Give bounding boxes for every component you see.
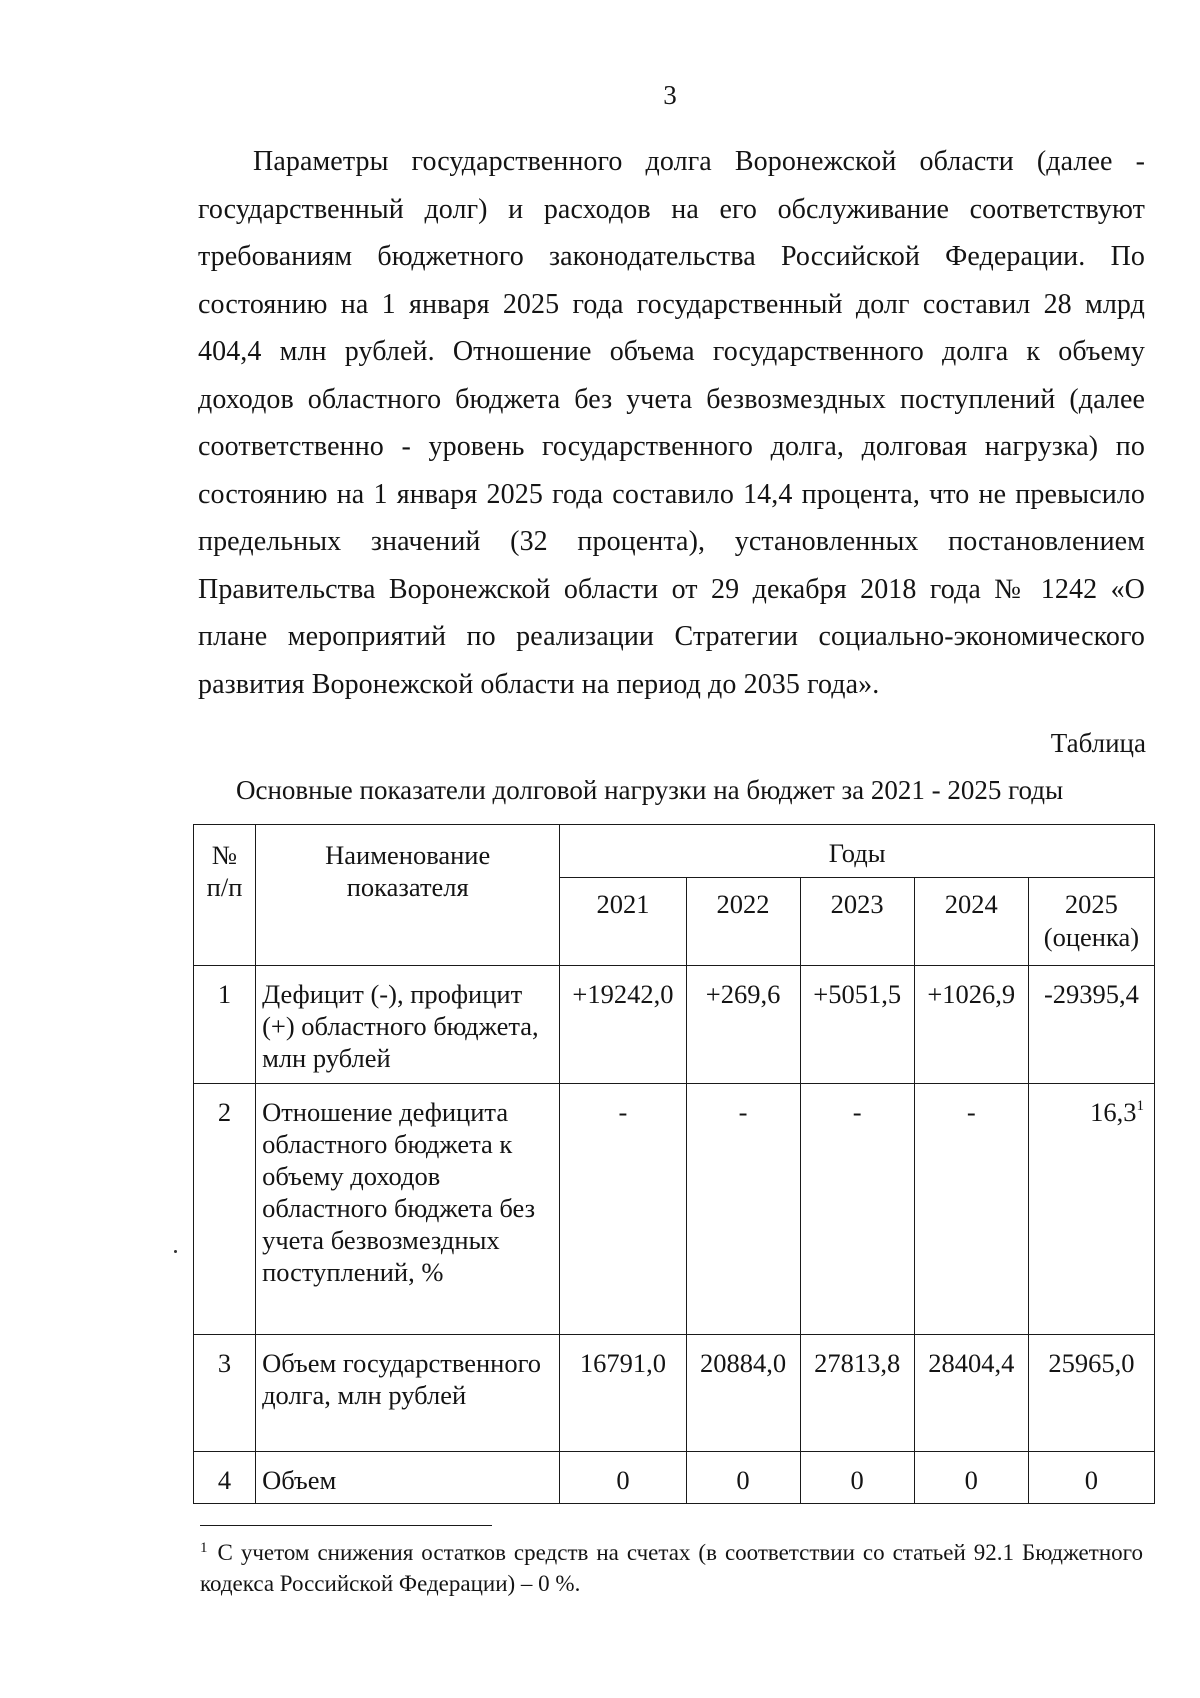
- row-value: -: [560, 1084, 686, 1335]
- row-value: [1028, 1084, 1154, 1335]
- header-number: [194, 825, 256, 966]
- row-value: +1026,9: [914, 966, 1028, 1084]
- row-value: +269,6: [686, 966, 800, 1084]
- body-paragraph: Параметры государственного долга Воронежской области (далее - государственный долг) и расходов на его обслуживание соответствуют требованиям бюджетного законодательства Российской Федерации. По состоянию на 1 января 2025 года государственный долг составил 28 млрд 404,4 млн рублей. Отношение объема государственного долга к объему доходов областного бюджета без учета безвозмездных поступлений (далее соответственно - уровень государственного долга, долговая нагрузка) по состоянию на 1 января 2025 года составило 14,4 процента, что не превысило предельных значений (32 процента), установленных постановлением Правительства Воронежской области от 29 декабря 2018 года № 1242 «О плане мероприятий по реализации Стратегии социально-экономического развития Воронежской области на период до 2035 года».: [198, 146, 1145, 700]
- header-name-label: Наименование показателя: [325, 840, 491, 902]
- row-value: 27813,8: [800, 1335, 914, 1452]
- row-value: 0: [800, 1452, 914, 1504]
- table-title: Основные показатели долговой нагрузки на бюджет за 2021 - 2025 годы: [236, 775, 1064, 805]
- footnote-mark: 1: [200, 1540, 208, 1556]
- row-value: 0: [914, 1452, 1028, 1504]
- table-row: [194, 1084, 1155, 1335]
- row-number: 4: [194, 1452, 256, 1504]
- table-row: [194, 1335, 1155, 1452]
- footnote: [200, 1537, 1143, 1599]
- row-value: 25965,0: [1028, 1335, 1154, 1452]
- row-value: 0: [560, 1452, 686, 1504]
- header-name: [256, 825, 560, 966]
- row-name: Отношение дефицита областного бюджета к объему доходов областного бюджета без учета безвозмездных поступлений, %: [256, 1084, 560, 1335]
- header-year: 2024: [914, 878, 1028, 966]
- row-name: Объем государственного долга, млн рублей: [256, 1335, 560, 1452]
- row-number: 1: [194, 966, 256, 1084]
- row-number: 3: [194, 1335, 256, 1452]
- table-row: [194, 1452, 1155, 1504]
- header-years-label: Годы: [828, 838, 886, 868]
- row-value: +19242,0: [560, 966, 686, 1084]
- row-number: 2: [194, 1084, 256, 1335]
- value-with-footnote: 16,3: [1090, 1097, 1137, 1127]
- row-value: 20884,0: [686, 1335, 800, 1452]
- header-year: 2025 (оценка): [1028, 878, 1154, 966]
- row-value: -29395,4: [1028, 966, 1154, 1084]
- header-year: 2021: [560, 878, 686, 966]
- page-number: 3: [663, 80, 677, 110]
- footnote-divider: [200, 1525, 492, 1526]
- row-value: 0: [686, 1452, 800, 1504]
- row-name: Дефицит (-), профицит (+) областного бюджета, млн рублей: [256, 966, 560, 1084]
- row-value: 0: [1028, 1452, 1154, 1504]
- row-value: 28404,4: [914, 1335, 1028, 1452]
- table-label: Таблица: [1050, 728, 1146, 758]
- header-years-group: [560, 825, 1155, 878]
- footnote-text: С учетом снижения остатков средств на счетах (в соответствии со статьей 92.1 Бюджетного кодекса Российской Федерации) – 0 %.: [200, 1540, 1143, 1596]
- row-value: -: [914, 1084, 1028, 1335]
- row-value: 16791,0: [560, 1335, 686, 1452]
- row-value: +5051,5: [800, 966, 914, 1084]
- header-year: 2023: [800, 878, 914, 966]
- row-name: Объем: [256, 1452, 560, 1504]
- row-value: -: [686, 1084, 800, 1335]
- scan-speck: [174, 1250, 177, 1253]
- table-header-row: [194, 825, 1155, 878]
- footnote-ref[interactable]: 1: [1136, 1098, 1144, 1114]
- debt-indicators-table: [193, 824, 1155, 1504]
- header-year: 2022: [686, 878, 800, 966]
- header-number-label: № п/п: [206, 840, 243, 902]
- row-value: -: [800, 1084, 914, 1335]
- table-row: [194, 966, 1155, 1084]
